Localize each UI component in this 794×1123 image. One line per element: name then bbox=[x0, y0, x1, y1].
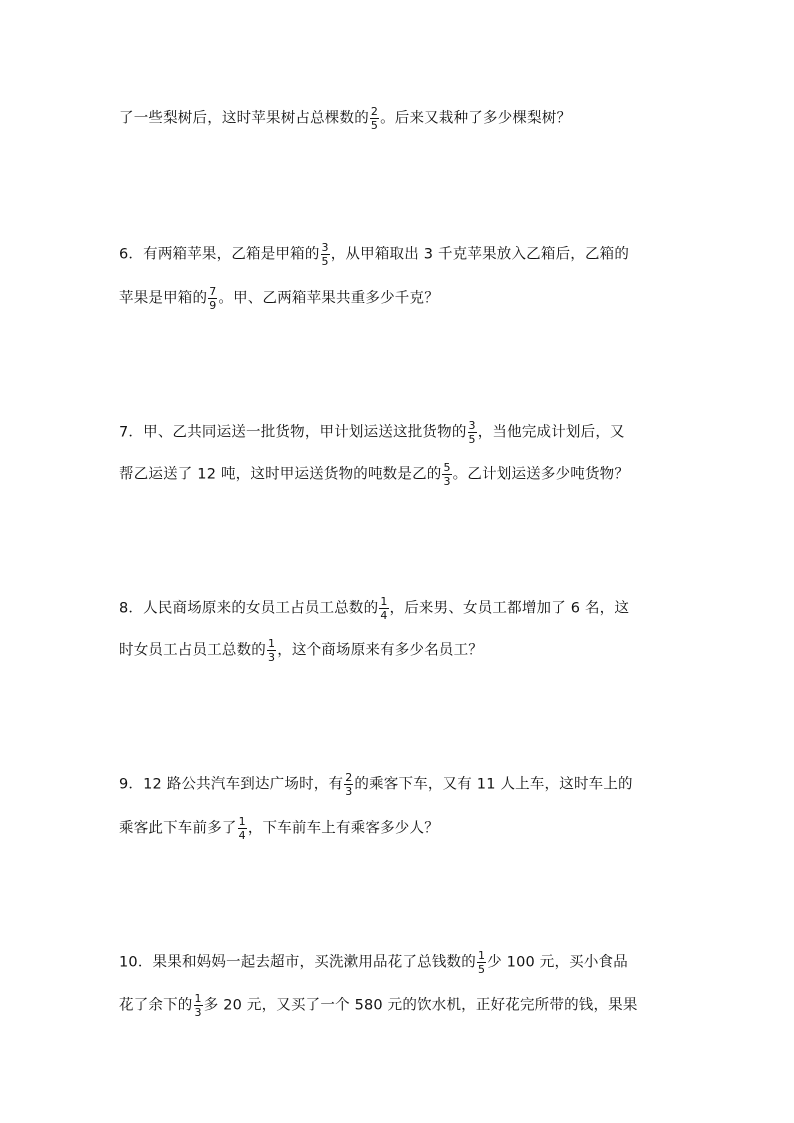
fraction-denominator: 4 bbox=[380, 609, 388, 622]
problem-10-line-1 bbox=[119, 950, 628, 975]
text-run: ，这个商场原来有多少名员工？ bbox=[277, 642, 484, 659]
text-run: 时女员工占员工总数的 bbox=[119, 642, 266, 659]
fraction bbox=[370, 106, 379, 131]
text-run: ，当他完成计划后，又 bbox=[477, 424, 625, 441]
text-run: 花了余下的 bbox=[119, 997, 193, 1014]
fraction-numerator: 1 bbox=[238, 815, 246, 828]
problem-10-line-2 bbox=[119, 993, 638, 1018]
text-run: 乘客此下车前多了 bbox=[119, 820, 237, 837]
fraction-denominator: 3 bbox=[345, 785, 353, 798]
fraction bbox=[477, 950, 486, 975]
text-run: 了一些梨树后，这时苹果树占总棵数的 bbox=[119, 110, 369, 127]
fraction-denominator: 3 bbox=[268, 651, 276, 664]
text-run: 6．有两箱苹果，乙箱是甲箱的 bbox=[119, 246, 320, 263]
fraction bbox=[208, 286, 217, 311]
fraction-denominator: 5 bbox=[477, 963, 486, 976]
fraction-numerator: 7 bbox=[209, 285, 217, 298]
text-run: 10．果果和妈妈一起去超市，买洗漱用品花了总钱数的 bbox=[119, 954, 476, 971]
fraction-numerator: 2 bbox=[370, 105, 379, 118]
fraction bbox=[321, 242, 330, 267]
fraction-numerator: 2 bbox=[345, 771, 353, 784]
fraction-numerator: 1 bbox=[380, 595, 388, 608]
fraction-denominator: 4 bbox=[238, 829, 246, 842]
fraction bbox=[379, 596, 388, 621]
fraction-numerator: 3 bbox=[468, 419, 476, 432]
fraction-numerator: 5 bbox=[443, 461, 451, 474]
text-run: ，下车前车上有乘客多少人？ bbox=[247, 820, 439, 837]
text-run: ，后来男、女员工都增加了 6 名，这 bbox=[389, 600, 630, 617]
text-run: 。乙计划运送多少吨货物？ bbox=[452, 466, 630, 483]
fraction-denominator: 3 bbox=[443, 475, 451, 488]
fraction bbox=[442, 462, 451, 487]
text-run: 苹果是甲箱的 bbox=[119, 290, 208, 307]
text-run: ，从甲箱取出 3 千克苹果放入乙箱后，乙箱的 bbox=[330, 246, 630, 263]
fraction bbox=[267, 638, 276, 663]
problem-6-line-1 bbox=[119, 242, 629, 267]
fraction bbox=[238, 816, 247, 841]
fraction-denominator: 5 bbox=[468, 433, 476, 446]
fraction bbox=[468, 420, 477, 445]
text-run: 。后来又栽种了多少棵梨树？ bbox=[380, 110, 572, 127]
problem-9-line-1 bbox=[119, 772, 633, 797]
text-run: 8．人民商场原来的女员工占员工总数的 bbox=[119, 600, 379, 617]
fraction bbox=[344, 772, 353, 797]
problem-9-line-2 bbox=[119, 816, 439, 841]
fraction-numerator: 1 bbox=[194, 992, 202, 1005]
fraction-numerator: 3 bbox=[321, 241, 329, 254]
fraction-denominator: 5 bbox=[321, 255, 329, 268]
problem-7-line-2 bbox=[119, 462, 629, 487]
problem-7-line-1 bbox=[119, 420, 625, 445]
problem-6-line-2 bbox=[119, 286, 439, 311]
text-run: 多 20 元，又买了一个 580 元的饮水机，正好花完所带的钱，果果 bbox=[203, 997, 638, 1014]
fraction-numerator: 1 bbox=[477, 949, 486, 962]
text-run: 的乘客下车，又有 11 人上车，这时车上的 bbox=[354, 776, 633, 793]
fraction-denominator: 3 bbox=[194, 1006, 202, 1019]
problem-8-line-2 bbox=[119, 638, 483, 663]
text-run: 帮乙运送了 12 吨，这时甲运送货物的吨数是乙的 bbox=[119, 466, 442, 483]
problem-5-line-2 bbox=[119, 106, 571, 131]
text-run: 9．12 路公共汽车到达广场时，有 bbox=[119, 776, 344, 793]
text-run: 少 100 元，买小食品 bbox=[487, 954, 628, 971]
fraction bbox=[194, 993, 203, 1018]
text-run: 7．甲、乙共同运送一批货物，甲计划运送这批货物的 bbox=[119, 424, 467, 441]
fraction-denominator: 5 bbox=[370, 119, 379, 132]
fraction-denominator: 9 bbox=[209, 299, 217, 312]
text-run: 。甲、乙两箱苹果共重多少千克？ bbox=[218, 290, 439, 307]
fraction-numerator: 1 bbox=[268, 637, 276, 650]
problem-8-line-1 bbox=[119, 596, 629, 621]
